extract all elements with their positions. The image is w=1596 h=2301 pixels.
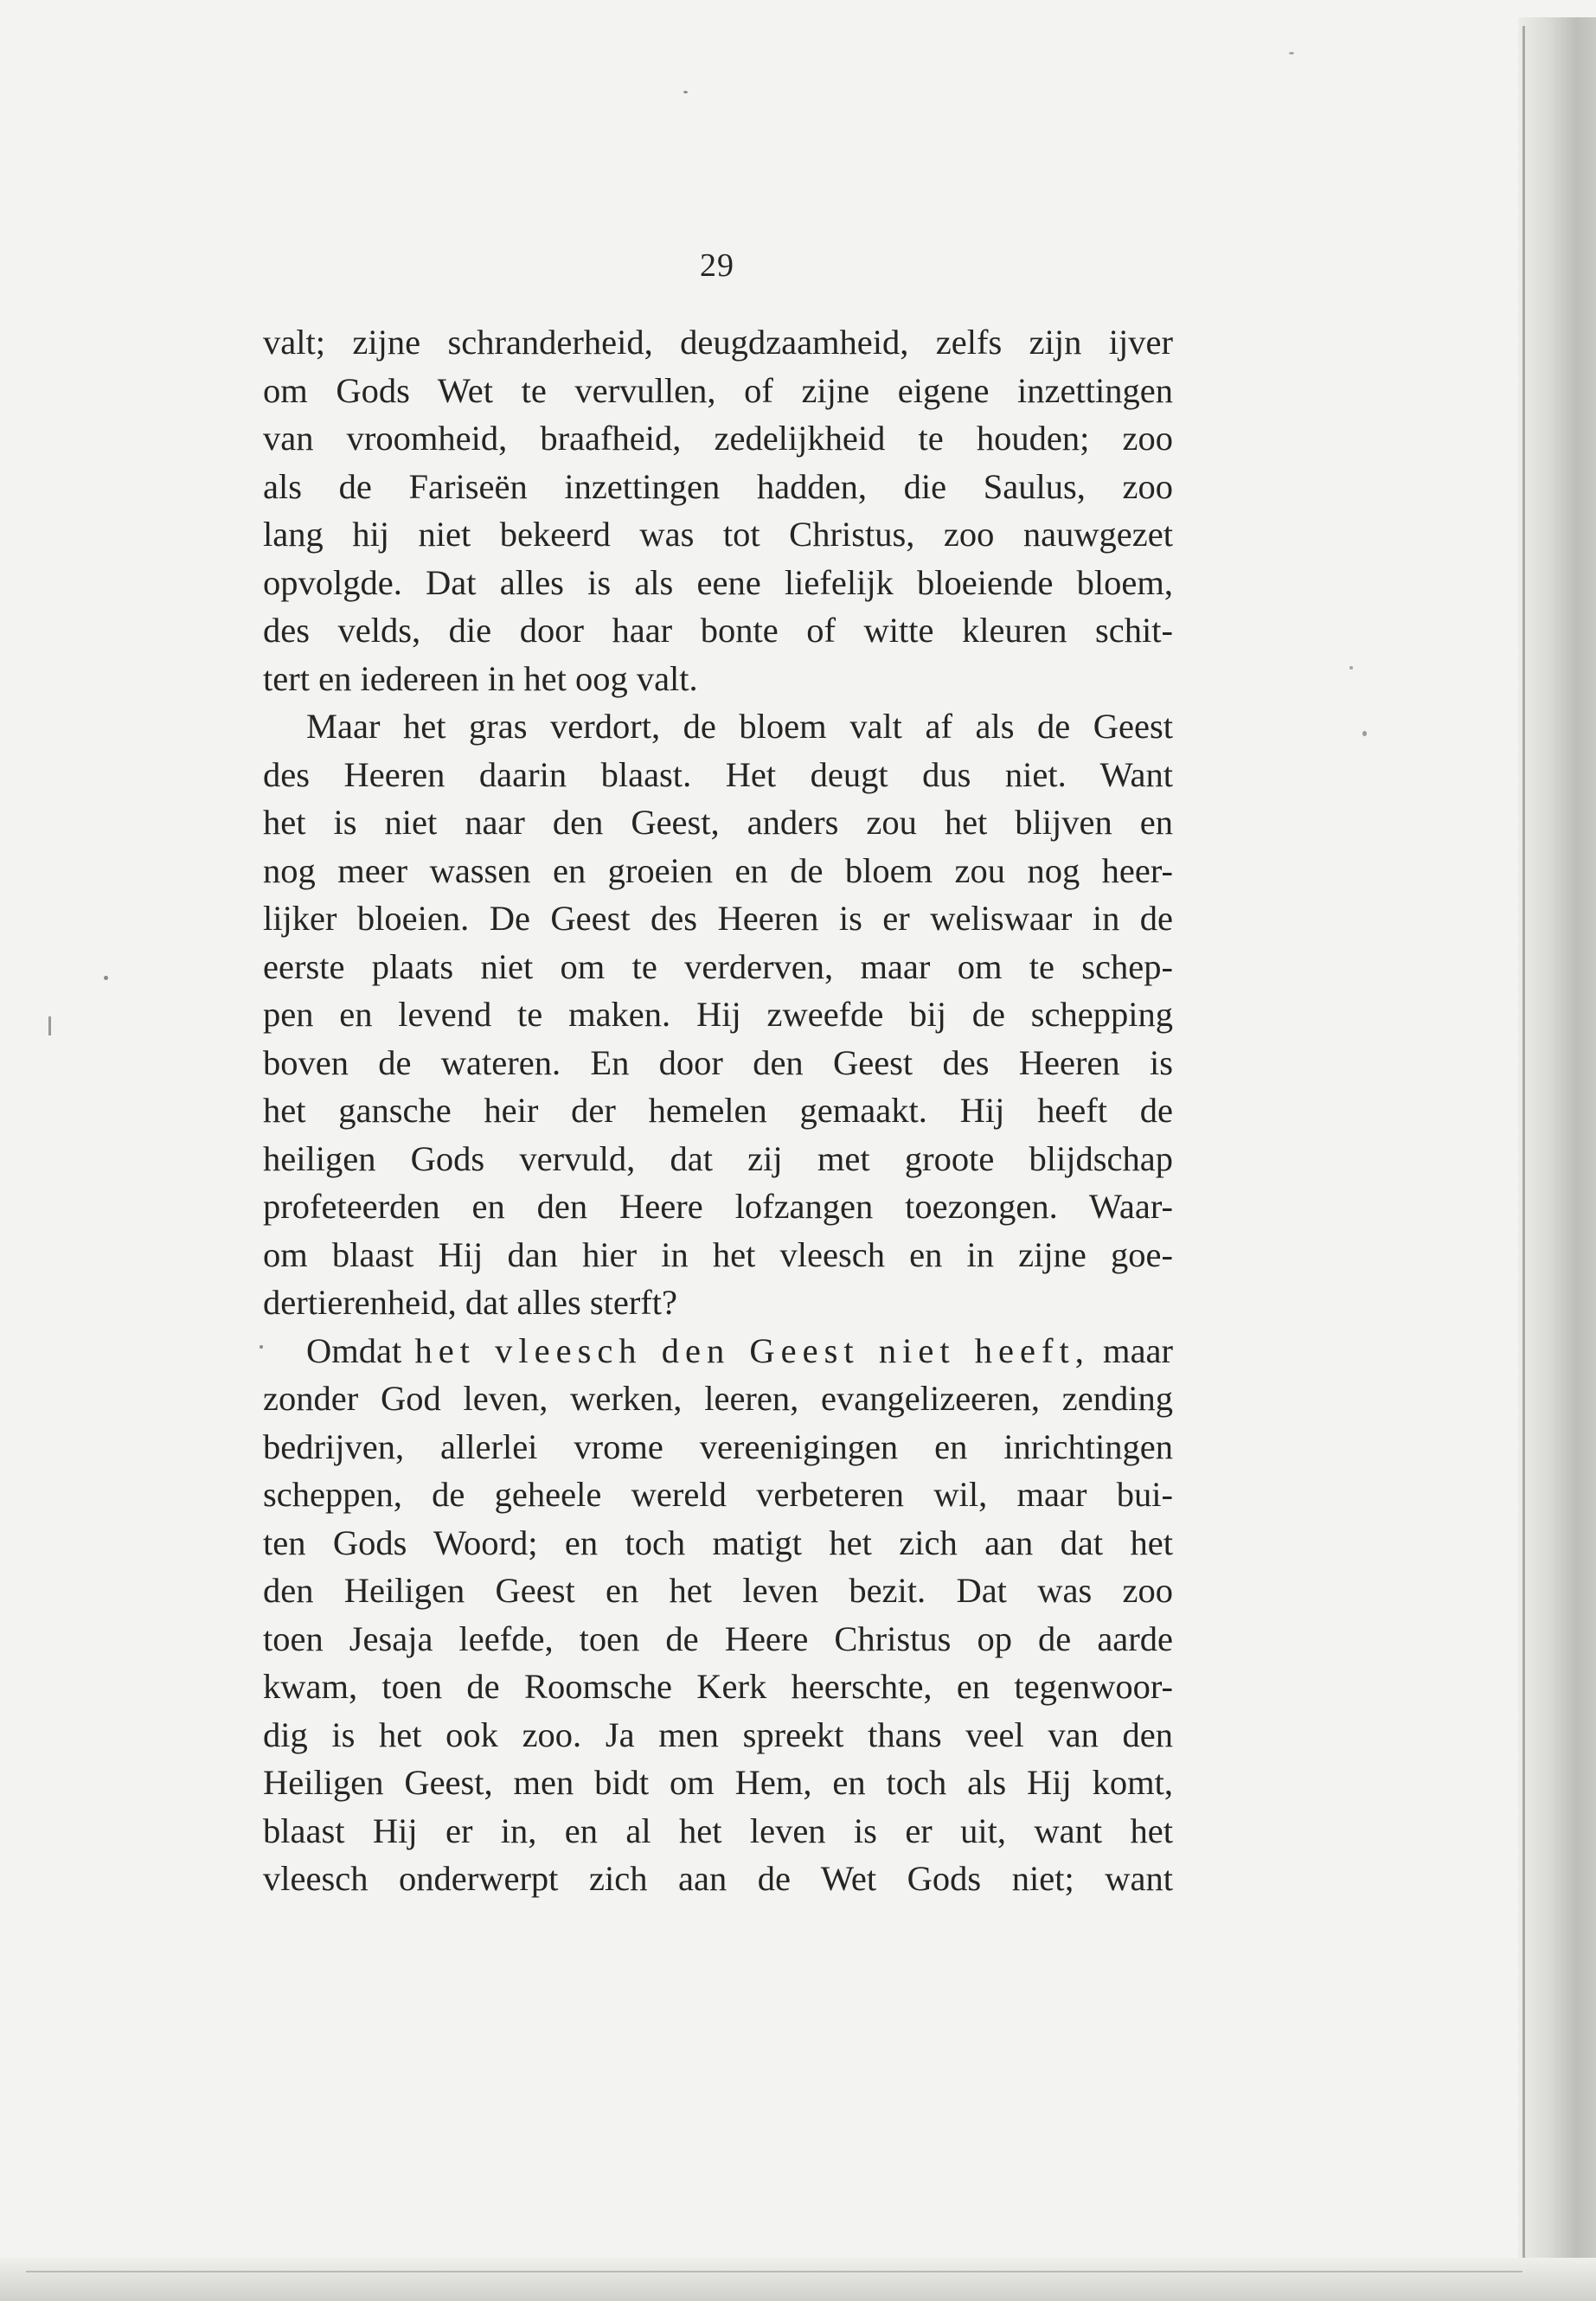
text-line: toen Jesaja leefde, toen de Heere Christus op de aarde xyxy=(263,1618,1173,1658)
paper-speck xyxy=(104,976,108,980)
paper-speck xyxy=(1289,52,1294,54)
text-line: van vroomheid, braafheid, zedelijkheid te houden; zoo xyxy=(263,419,1173,458)
paper-speck xyxy=(1349,666,1353,670)
text-line: kwam, toen de Roomsche Kerk heerschte, en tegenwoor- xyxy=(263,1667,1173,1706)
text-line: bedrijven, allerlei vrome vereenigingen en inrichtingen xyxy=(263,1426,1173,1466)
text-line: om Gods Wet te vervullen, of zijne eigene inzettingen xyxy=(263,370,1173,410)
text-line: Maar het gras verdort, de bloem valt af als de Geest xyxy=(306,707,1173,746)
text-line xyxy=(263,1327,1173,1375)
text-line: Heiligen Geest, men bidt om Hem, en toch als Hij komt, xyxy=(263,1763,1173,1802)
text-line: dig is het ook zoo. Ja men spreekt thans veel van den xyxy=(263,1715,1173,1754)
text-line: des velds, die door haar bonte of witte kleuren schit- xyxy=(263,611,1173,650)
text-fragment: Omdat xyxy=(306,1330,415,1370)
text-line: het is niet naar den Geest, anders zou het blijven en xyxy=(263,803,1173,842)
text-line: dertierenheid, dat alles sterft? xyxy=(263,1283,678,1322)
text-line: den Heiligen Geest en het leven bezit. Dat was zoo xyxy=(263,1571,1173,1610)
text-line: boven de wateren. En door den Geest des Heeren is xyxy=(263,1042,1173,1082)
paper-edge-bottom xyxy=(0,2258,1596,2301)
paper-speck xyxy=(1362,731,1367,736)
text-line: lijker bloeien. De Geest des Heeren is er weliswaar in de xyxy=(263,899,1173,938)
text-line: als de Fariseën inzettingen hadden, die Saulus, zoo xyxy=(263,466,1173,506)
body-text xyxy=(263,318,1173,1903)
text-line: nog meer wassen en groeien en de bloem zou nog heer- xyxy=(263,850,1173,890)
text-fragment: maar xyxy=(1089,1330,1174,1370)
text-line: scheppen, de geheele wereld verbeteren wil, maar bui- xyxy=(263,1475,1173,1514)
text-line: heiligen Gods vervuld, dat zij met groote blijdschap xyxy=(263,1138,1173,1178)
paper-speck xyxy=(48,1016,51,1035)
text-line: het gansche heir der hemelen gemaakt. Hij heeft de xyxy=(263,1091,1173,1130)
paper-edge-right xyxy=(1518,17,1596,2301)
text-line: zonder God leven, werken, leeren, evangelizeeren, zending xyxy=(263,1379,1173,1418)
text-line: pen en levend te maken. Hij zweefde bij de schepping xyxy=(263,995,1173,1034)
text-line: tert en iedereen in het oog valt. xyxy=(263,658,698,698)
page-number: 29 xyxy=(700,247,734,284)
text-line: opvolgde. Dat alles is als eene liefelijk bloeiende bloem, xyxy=(263,562,1173,602)
emphasized-text: het vleesch den Geest niet heeft, xyxy=(414,1330,1090,1370)
paper-edge-line xyxy=(1522,26,1525,2292)
text-line: valt; zijne schranderheid, deugdzaamheid, zelfs zijn ijver xyxy=(263,323,1173,362)
paper-edge-bottom-line xyxy=(26,2271,1522,2272)
text-line: lang hij niet bekeerd was tot Christus, zoo nauwgezet xyxy=(263,515,1173,554)
text-line: blaast Hij er in, en al het leven is er uit, want het xyxy=(263,1811,1173,1850)
text-line: profeteerden en den Heere lofzangen toezongen. Waar- xyxy=(263,1187,1173,1226)
text-line: ten Gods Woord; en toch matigt het zich aan dat het xyxy=(263,1522,1173,1562)
text-line: om blaast Hij dan hier in het vleesch en in zijne goe- xyxy=(263,1234,1173,1274)
text-line: des Heeren daarin blaast. Het deugt dus niet. Want xyxy=(263,754,1173,794)
text-line: vleesch onderwerpt zich aan de Wet Gods niet; want xyxy=(263,1859,1173,1898)
text-line: eerste plaats niet om te verderven, maar om te schep- xyxy=(263,946,1173,986)
paper-speck xyxy=(683,91,688,93)
